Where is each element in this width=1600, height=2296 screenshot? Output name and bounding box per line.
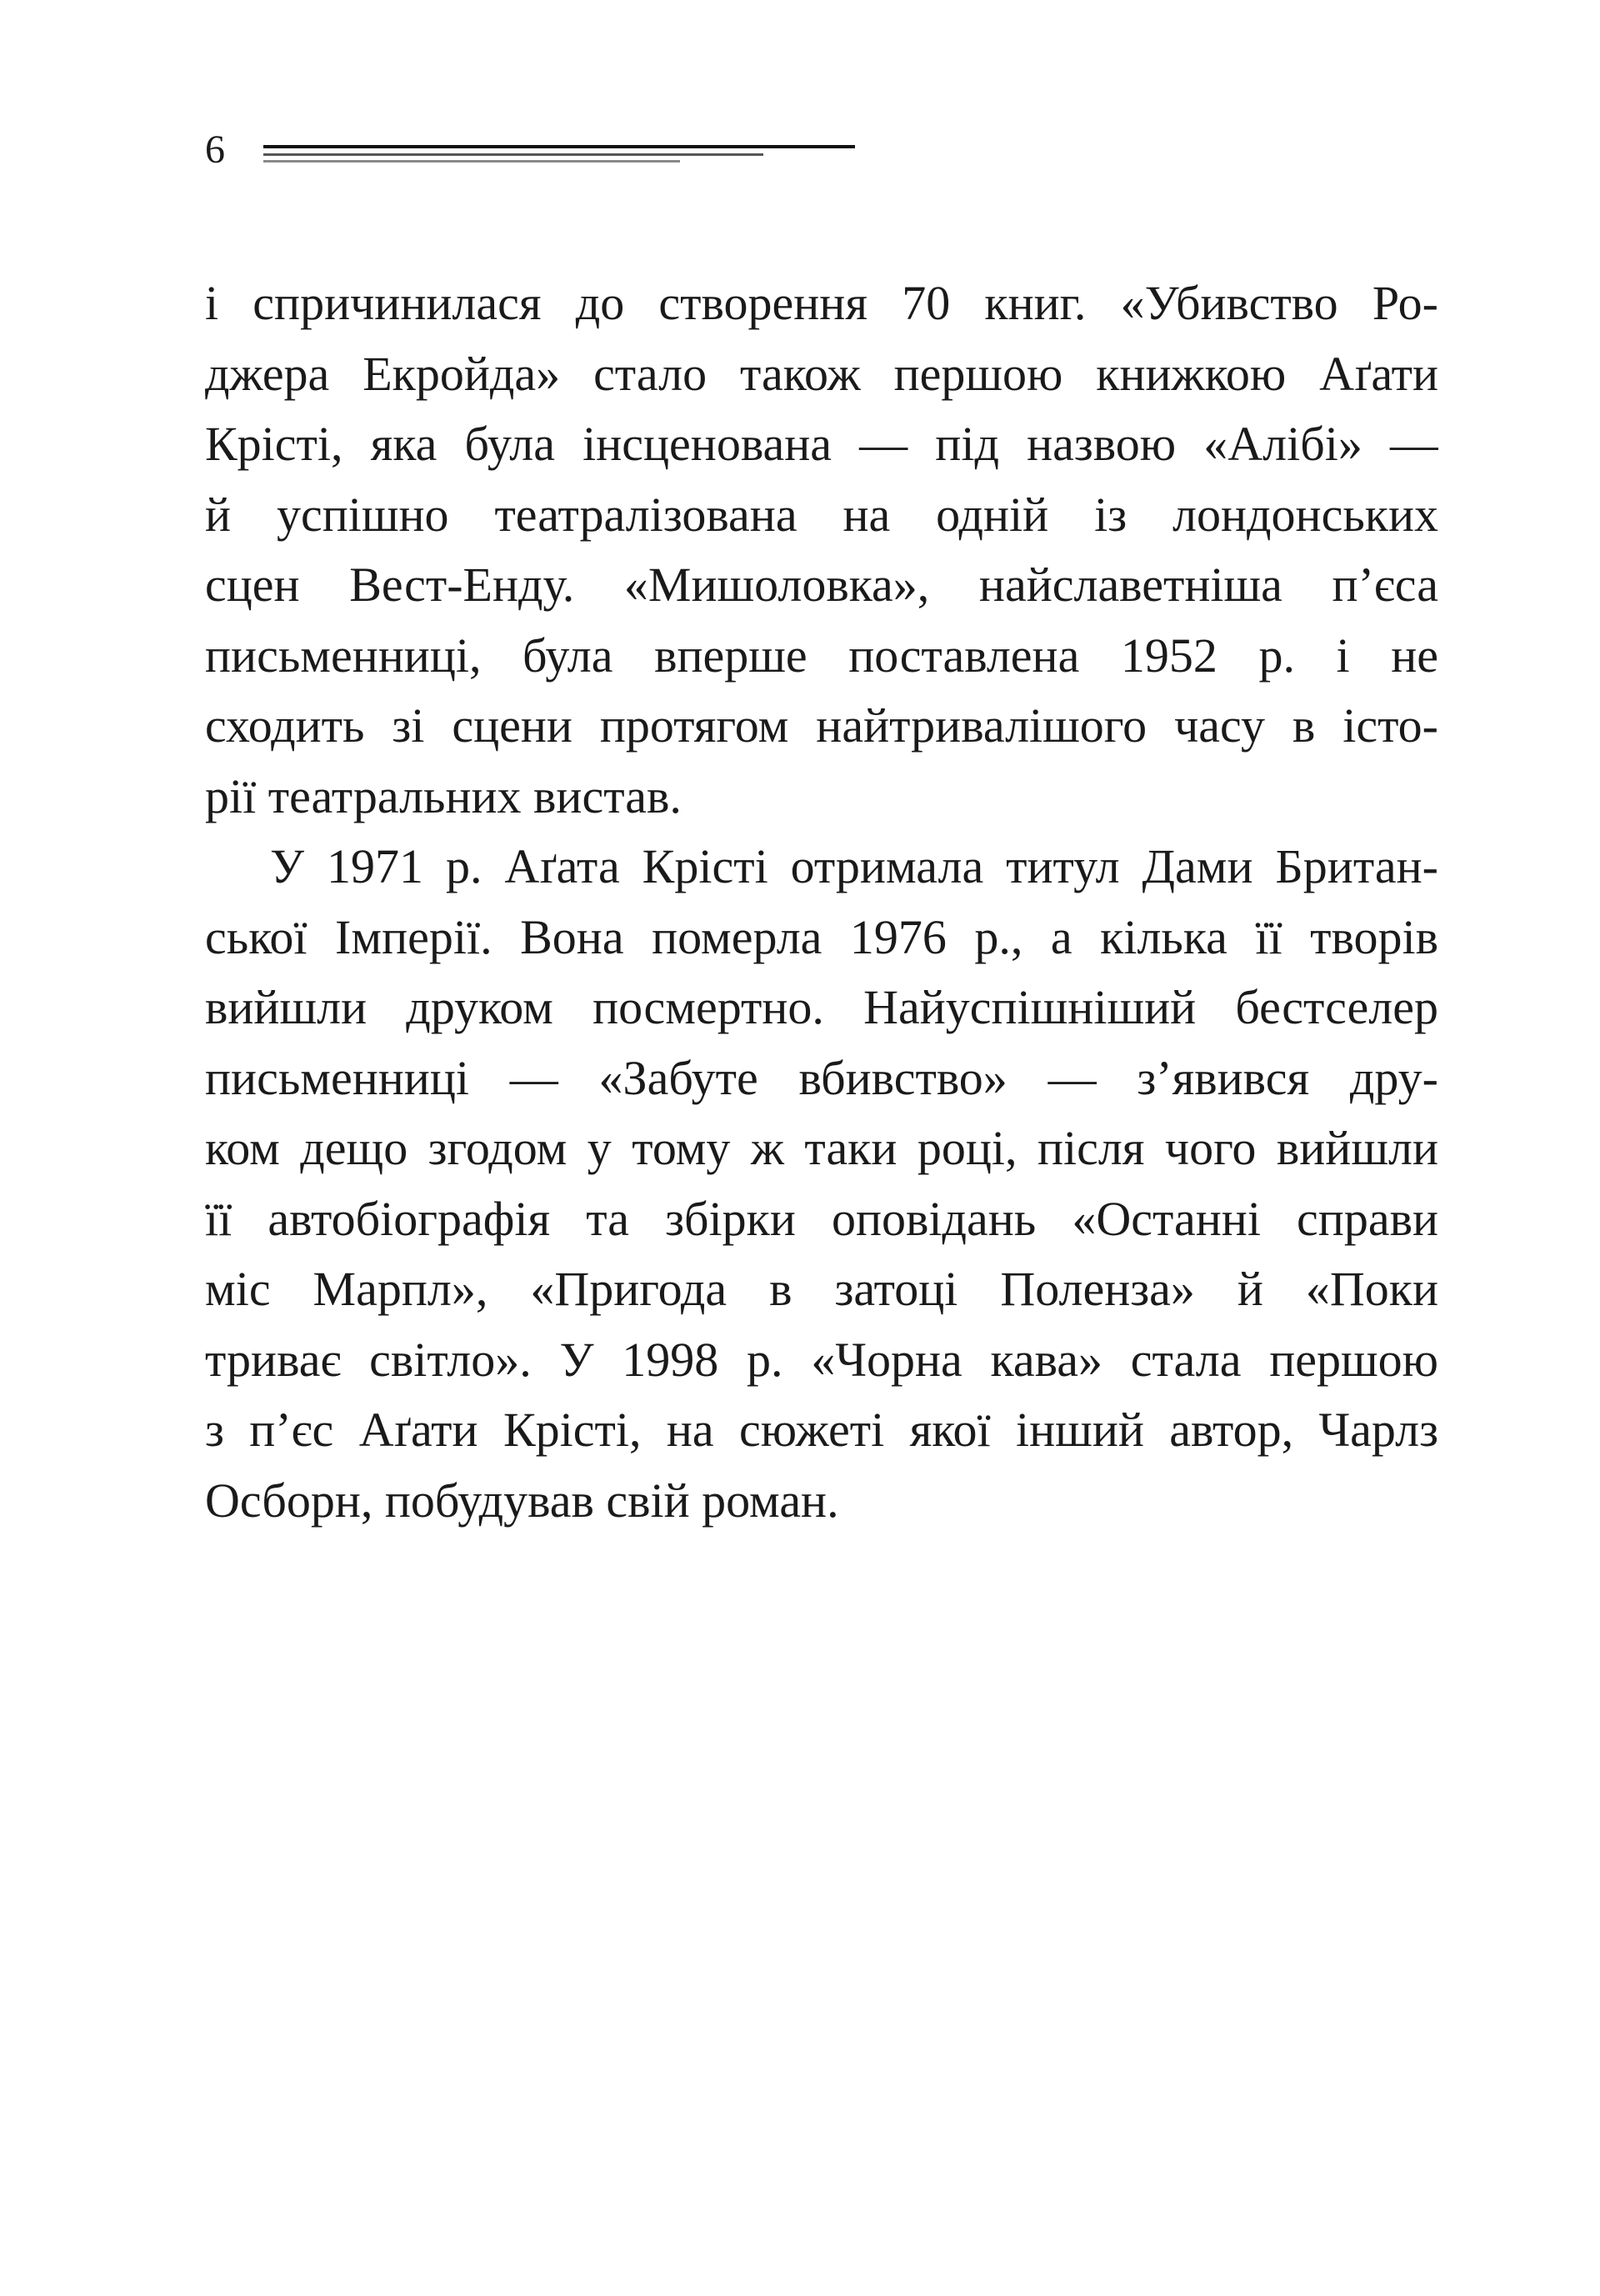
paragraph-2 xyxy=(205,832,1438,1536)
text-line: вийшли друком посмертно. Найуспішніший бестселер xyxy=(205,980,1438,1034)
text-line: її автобіографія та збірки оповідань «Останні справи xyxy=(205,1191,1438,1246)
text-line: рії театральних вистав. xyxy=(205,768,682,823)
page-number: 6 xyxy=(205,128,225,172)
text-line: міс Марпл», «Пригода в затоці Поленза» й «Поки xyxy=(205,1262,1438,1316)
page-header xyxy=(205,125,855,175)
body-text xyxy=(205,268,1438,1536)
text-line: з п’єс Аґати Крісті, на сюжеті якої інший автор, Чарлз xyxy=(205,1403,1438,1457)
header-rule-bottom xyxy=(263,160,680,163)
text-line: триває світло». У 1998 р. «Чорна кава» стала першою xyxy=(205,1332,1438,1387)
paragraph-1 xyxy=(205,268,1438,832)
text-line: сцен Вест-Енду. «Мишоловка», найславетніша п’єса xyxy=(205,558,1438,612)
text-line: ком дещо згодом у тому ж таки році, після чого вийшли xyxy=(205,1121,1438,1175)
text-line: сходить зі сцени протягом найтривалішого часу в істо- xyxy=(205,698,1438,753)
text-line: ської Імперії. Вона померла 1976 р., а кілька її творів xyxy=(205,909,1438,964)
text-line: й успішно театралізована на одній із лондонських xyxy=(205,487,1438,542)
text-line: Крісті, яка була інсценована — під назвою «Алібі» — xyxy=(205,417,1438,471)
header-rule-middle xyxy=(263,153,763,156)
text-line: письменниці, була вперше поставлена 1952 р. і не xyxy=(205,628,1438,683)
text-line: У 1971 р. Аґата Крісті отримала титул Дами Британ- xyxy=(270,839,1438,893)
text-line: письменниці — «Забуте вбивство» — з’явився дру- xyxy=(205,1050,1438,1105)
text-line: джера Екройда» стало також першою книжкою Аґати xyxy=(205,346,1438,401)
text-line: і спричинилася до створення 70 книг. «Убивство Ро- xyxy=(205,276,1438,330)
header-rule-top xyxy=(263,145,855,148)
text-line: Осборн, побудував свій роман. xyxy=(205,1473,839,1528)
